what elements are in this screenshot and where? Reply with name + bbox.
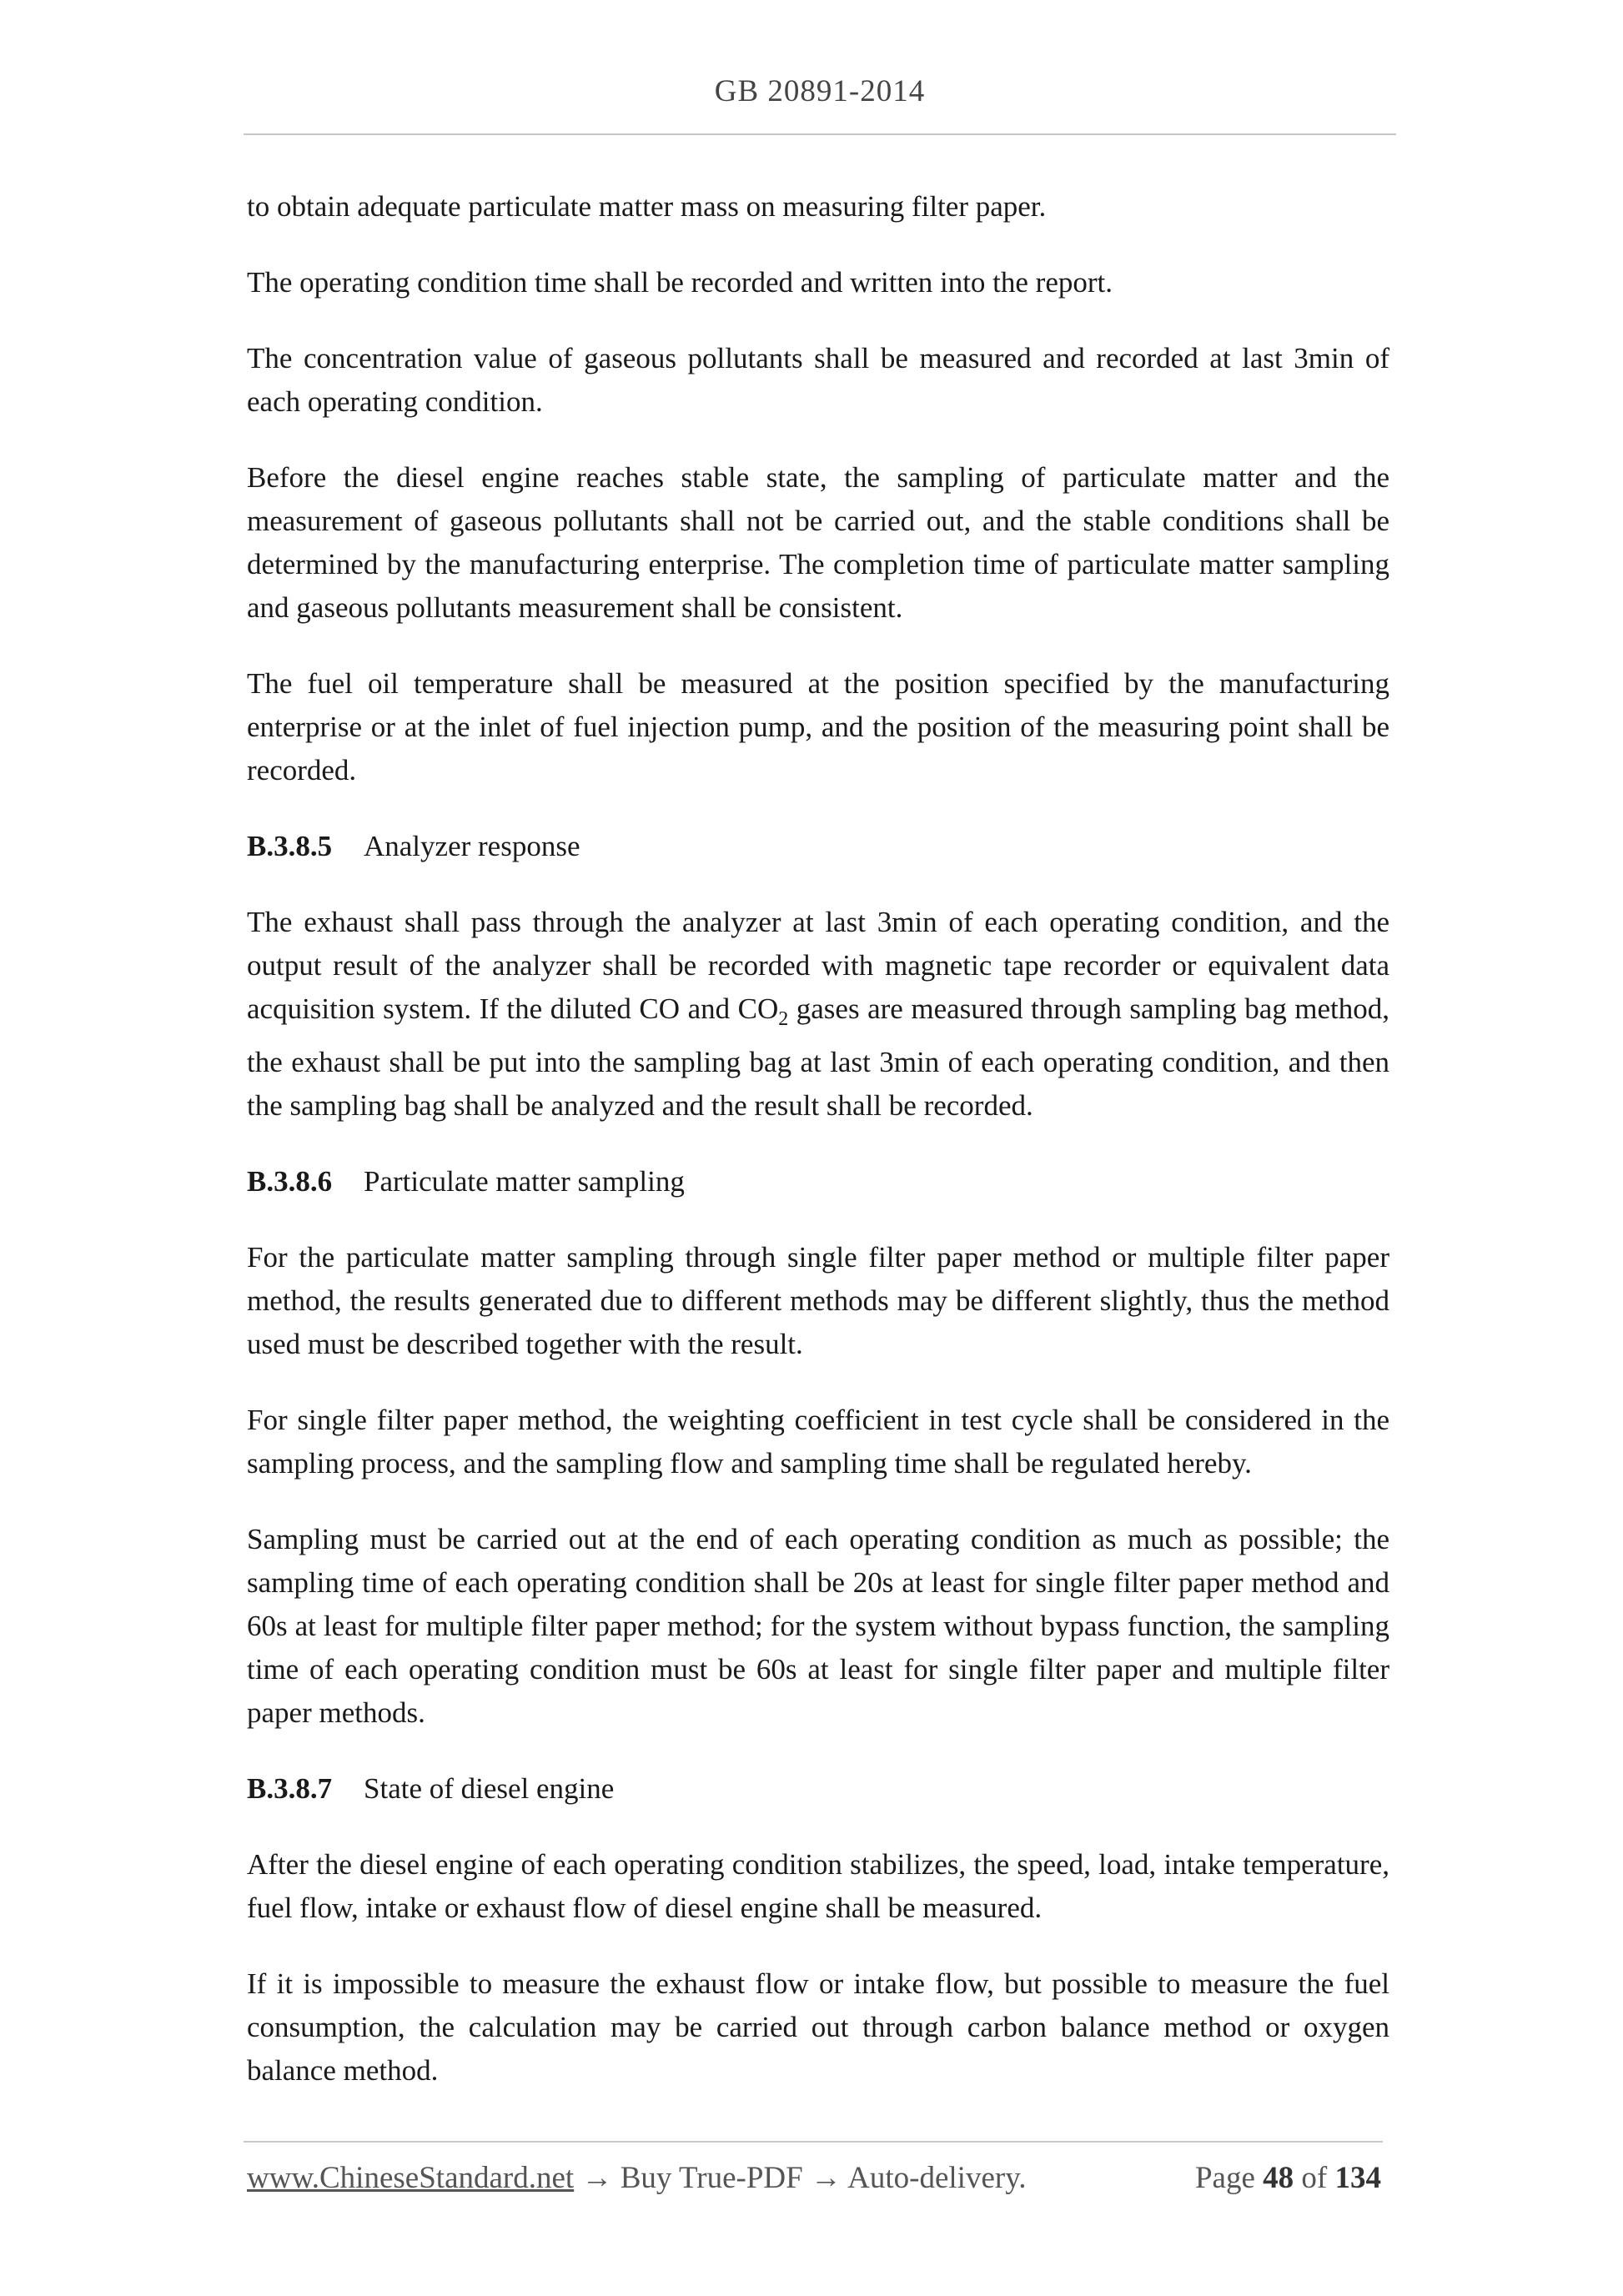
section-heading [247, 1160, 1389, 1203]
footer-divider [244, 2141, 1383, 2143]
standard-number: GB 20891-2014 [714, 74, 926, 108]
total-pages: 134 [1334, 2161, 1381, 2195]
paragraph: If it is impossible to measure the exhaust flow or intake flow, but possible to measure the fuel consumption, the calculation may be carried out through carbon balance method or oxygen balance method. [247, 1967, 1389, 2087]
section-heading [247, 825, 1389, 868]
page-label: Page [1194, 2161, 1255, 2195]
current-page: 48 [1263, 2161, 1294, 2195]
document-header [244, 73, 1396, 109]
website-link[interactable]: www.ChineseStandard.net [247, 2161, 575, 2195]
paragraph: The fuel oil temperature shall be measured at the position specified by the manufacturing enterprise or at the inlet of fuel injection pump, and the position of the measuring point shall be recorded. [247, 667, 1389, 786]
paragraph: Before the diesel engine reaches stable state, the sampling of particulate matter and the measurement of gaseous pollutants shall not be carried out, and the stable conditions shall be determined by the manufacturing enterprise. The completion time of particulate matter sampling and gaseous pollutants measurement shall be consistent. [247, 461, 1389, 624]
paragraph-text: gases are measured through sampling bag method, the exhaust shall be put into the sampling bag at last 3min of each operating condition, and then the sampling bag shall be analyzed and the result shall be recorded. [247, 992, 1389, 1122]
paragraph: Sampling must be carried out at the end of each operating condition as much as possible; the sampling time of each operating condition shall be 20s at least for single filter paper method and 60s at least for multiple filter paper method; for the system without bypass function, the sampling time of each operating condition must be 60s at least for single filter paper and multiple filter paper methods. [247, 1523, 1389, 1729]
page-number [1195, 2160, 1381, 2196]
header-divider [244, 133, 1396, 135]
footer-promo [247, 2160, 1027, 2196]
section-title: Analyzer response [364, 830, 580, 862]
subscript: 2 [778, 1008, 789, 1030]
section-title: State of diesel engine [364, 1772, 615, 1805]
paragraph-text: The exhaust shall pass through the analyzer at last 3min of each operating condition, and the output result of the analyzer shall be recorded with magnetic tape recorder or equivalent data acquisition system. If the diluted CO and CO [247, 906, 1389, 1025]
paragraph: to obtain adequate particulate matter mass on measuring filter paper. [247, 190, 1047, 223]
paragraph: After the diesel engine of each operating condition stabilizes, the speed, load, intake temperature, fuel flow, intake or exhaust flow of diesel engine shall be measured. [247, 1848, 1389, 1924]
document-body [247, 185, 1389, 2125]
section-number: B.3.8.6 [247, 1165, 333, 1198]
paragraph: The concentration value of gaseous pollutants shall be measured and recorded at last 3min of each operating condition. [247, 342, 1389, 418]
of-label: of [1301, 2161, 1328, 2195]
paragraph: The operating condition time shall be recorded and written into the report. [247, 266, 1113, 299]
paragraph [247, 901, 1389, 1128]
buy-text: Buy True-PDF [612, 2161, 811, 2195]
section-number: B.3.8.7 [247, 1772, 333, 1805]
section-heading [247, 1767, 1389, 1811]
arrow-icon: → [581, 2161, 613, 2195]
paragraph: For the particulate matter sampling through single filter paper method or multiple filter paper method, the results generated due to different methods may be different slightly, thus the method used must be described together with the result. [247, 1241, 1389, 1360]
delivery-text: Auto-delivery. [841, 2161, 1027, 2195]
paragraph: For single filter paper method, the weighting coefficient in test cycle shall be considered in the sampling process, and the sampling flow and sampling time shall be regulated hereby. [247, 1404, 1389, 1480]
arrow-icon: → [810, 2161, 842, 2195]
section-number: B.3.8.5 [247, 830, 333, 862]
section-title: Particulate matter sampling [364, 1165, 685, 1198]
page-footer [247, 2160, 1381, 2210]
